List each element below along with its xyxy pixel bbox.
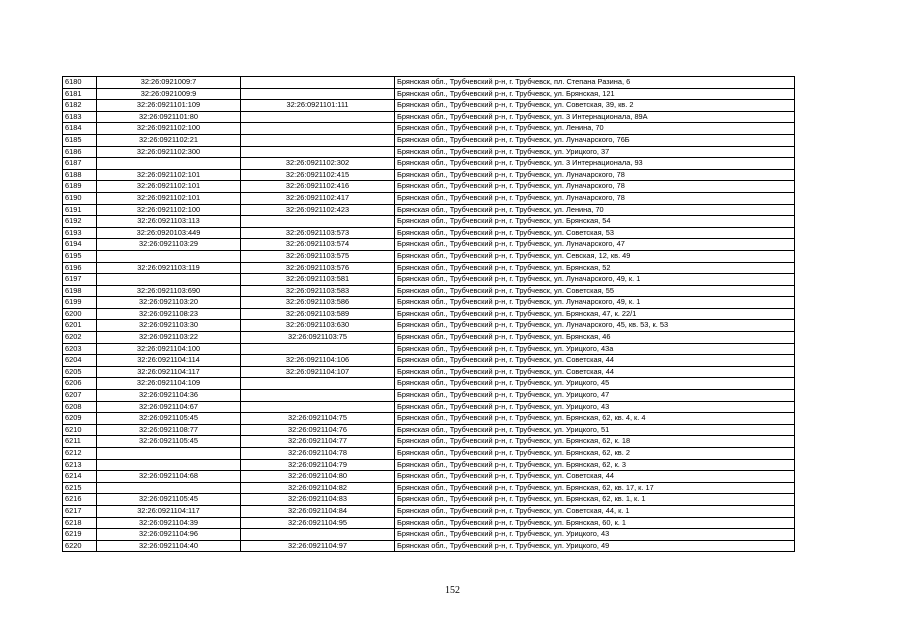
address-cell: Брянская обл., Трубчевский р-н, г. Трубчевск, ул. Луначарского, 47 — [395, 239, 795, 251]
address-cell: Брянская обл., Трубчевский р-н, г. Трубчевск, ул. Брянская, 62, кв. 1, к. 1 — [395, 494, 795, 506]
table-row — [63, 448, 795, 460]
table-row — [63, 308, 795, 320]
object-number-cell: 32:26:0921102:416 — [241, 181, 395, 193]
address-cell: Брянская обл., Трубчевский р-н, г. Трубчевск, ул. Брянская, 62, кв. 17, к. 17 — [395, 482, 795, 494]
address-cell: Брянская обл., Трубчевский р-н, г. Трубчевск, ул. Брянская, 52 — [395, 262, 795, 274]
cadastral-number-cell: 32:26:0921103:22 — [97, 332, 241, 344]
table-row — [63, 517, 795, 529]
address-cell: Брянская обл., Трубчевский р-н, г. Трубчевск, ул. Урицкого, 45 — [395, 378, 795, 390]
address-cell: Брянская обл., Трубчевский р-н, г. Трубчевск, ул. Брянская, 60, к. 1 — [395, 517, 795, 529]
table-row — [63, 424, 795, 436]
object-number-cell — [241, 401, 395, 413]
table-row — [63, 204, 795, 216]
row-number-cell: 6183 — [63, 111, 97, 123]
cadastral-number-cell — [97, 448, 241, 460]
cadastral-number-cell: 32:26:0921104:67 — [97, 401, 241, 413]
table-row — [63, 390, 795, 402]
cadastral-number-cell: 32:26:0921105:45 — [97, 436, 241, 448]
table-row — [63, 482, 795, 494]
cadastral-number-cell: 32:26:0921104:36 — [97, 390, 241, 402]
table-row — [63, 274, 795, 286]
object-number-cell — [241, 216, 395, 228]
table-row — [63, 540, 795, 552]
cadastral-number-cell: 32:26:0921101:80 — [97, 111, 241, 123]
object-number-cell: 32:26:0921104:82 — [241, 482, 395, 494]
object-number-cell: 32:26:0921103:583 — [241, 285, 395, 297]
cadastral-number-cell: 32:26:0921102:21 — [97, 134, 241, 146]
address-cell: Брянская обл., Трубчевский р-н, г. Трубчевск, ул. Севская, 12, кв. 49 — [395, 250, 795, 262]
object-number-cell: 32:26:0921103:576 — [241, 262, 395, 274]
address-cell: Брянская обл., Трубчевский р-н, г. Трубчевск, ул. Советская, 55 — [395, 285, 795, 297]
table-row — [63, 332, 795, 344]
cadastral-number-cell: 32:26:0921104:109 — [97, 378, 241, 390]
row-number-cell: 6210 — [63, 424, 97, 436]
row-number-cell: 6203 — [63, 343, 97, 355]
cadastral-number-cell: 32:26:0921102:100 — [97, 123, 241, 135]
cadastral-number-cell — [97, 482, 241, 494]
cadastral-number-cell: 32:26:0921102:101 — [97, 169, 241, 181]
row-number-cell: 6191 — [63, 204, 97, 216]
cadastral-number-cell: 32:26:0921103:20 — [97, 297, 241, 309]
address-cell: Брянская обл., Трубчевский р-н, г. Трубчевск, ул. Брянская, 54 — [395, 216, 795, 228]
table-row — [63, 250, 795, 262]
object-number-cell: 32:26:0921102:302 — [241, 158, 395, 170]
address-cell: Брянская обл., Трубчевский р-н, г. Трубчевск, ул. Брянская, 62, кв. 2 — [395, 448, 795, 460]
row-number-cell: 6196 — [63, 262, 97, 274]
object-number-cell — [241, 146, 395, 158]
address-cell: Брянская обл., Трубчевский р-н, г. Трубчевск, пл. Степана Разина, 6 — [395, 77, 795, 89]
table-row — [63, 285, 795, 297]
object-number-cell — [241, 134, 395, 146]
cadastral-number-cell: 32:26:0921103:119 — [97, 262, 241, 274]
row-number-cell: 6197 — [63, 274, 97, 286]
address-cell: Брянская обл., Трубчевский р-н, г. Трубчевск, ул. Луначарского, 78 — [395, 192, 795, 204]
address-cell: Брянская обл., Трубчевский р-н, г. Трубчевск, ул. Брянская, 46 — [395, 332, 795, 344]
address-cell: Брянская обл., Трубчевский р-н, г. Трубчевск, ул. Луначарского, 78 — [395, 181, 795, 193]
cadastral-number-cell: 32:26:0921104:117 — [97, 505, 241, 517]
row-number-cell: 6219 — [63, 529, 97, 541]
address-cell: Брянская обл., Трубчевский р-н, г. Трубчевск, ул. Урицкого, 47 — [395, 390, 795, 402]
object-number-cell: 32:26:0921104:80 — [241, 471, 395, 483]
table-row — [63, 436, 795, 448]
row-number-cell: 6190 — [63, 192, 97, 204]
cadastral-number-cell — [97, 274, 241, 286]
object-number-cell: 32:26:0921104:79 — [241, 459, 395, 471]
cadastral-number-cell: 32:26:0921009:9 — [97, 88, 241, 100]
row-number-cell: 6193 — [63, 227, 97, 239]
object-number-cell — [241, 529, 395, 541]
row-number-cell: 6201 — [63, 320, 97, 332]
object-number-cell: 32:26:0921104:107 — [241, 366, 395, 378]
object-number-cell: 32:26:0921103:75 — [241, 332, 395, 344]
address-cell: Брянская обл., Трубчевский р-н, г. Трубчевск, ул. Советская, 44 — [395, 366, 795, 378]
table-row — [63, 169, 795, 181]
object-number-cell — [241, 123, 395, 135]
table-row — [63, 123, 795, 135]
cadastral-number-cell: 32:26:0920103:449 — [97, 227, 241, 239]
cadastral-number-cell — [97, 459, 241, 471]
row-number-cell: 6214 — [63, 471, 97, 483]
cadastral-number-cell: 32:26:0921104:68 — [97, 471, 241, 483]
object-number-cell: 32:26:0921104:97 — [241, 540, 395, 552]
address-cell: Брянская обл., Трубчевский р-н, г. Трубчевск, ул. Советская, 44 — [395, 355, 795, 367]
object-number-cell: 32:26:0921102:417 — [241, 192, 395, 204]
address-cell: Брянская обл., Трубчевский р-н, г. Трубчевск, ул. Луначарского, 49, к. 1 — [395, 274, 795, 286]
address-cell: Брянская обл., Трубчевский р-н, г. Трубчевск, ул. Луначарского, 76Б — [395, 134, 795, 146]
address-cell: Брянская обл., Трубчевский р-н, г. Трубчевск, ул. Брянская, 47, к. 22/1 — [395, 308, 795, 320]
cadastral-number-cell — [97, 158, 241, 170]
table-row — [63, 158, 795, 170]
cadastral-number-cell: 32:26:0921108:23 — [97, 308, 241, 320]
row-number-cell: 6187 — [63, 158, 97, 170]
object-number-cell: 32:26:0921103:573 — [241, 227, 395, 239]
row-number-cell: 6184 — [63, 123, 97, 135]
address-cell: Брянская обл., Трубчевский р-н, г. Трубчевск, ул. Брянская, 121 — [395, 88, 795, 100]
table-row — [63, 378, 795, 390]
cadastral-number-cell: 32:26:0921105:45 — [97, 494, 241, 506]
table-row — [63, 494, 795, 506]
row-number-cell: 6181 — [63, 88, 97, 100]
cadastral-number-cell: 32:26:0921108:77 — [97, 424, 241, 436]
address-cell: Брянская обл., Трубчевский р-н, г. Трубчевск, ул. Урицкого, 43а — [395, 343, 795, 355]
row-number-cell: 6216 — [63, 494, 97, 506]
row-number-cell: 6217 — [63, 505, 97, 517]
row-number-cell: 6213 — [63, 459, 97, 471]
object-number-cell: 32:26:0921102:415 — [241, 169, 395, 181]
cadastral-number-cell: 32:26:0921104:40 — [97, 540, 241, 552]
table-row — [63, 297, 795, 309]
row-number-cell: 6211 — [63, 436, 97, 448]
object-number-cell: 32:26:0921103:586 — [241, 297, 395, 309]
address-cell: Брянская обл., Трубчевский р-н, г. Трубчевск, ул. Урицкого, 51 — [395, 424, 795, 436]
table-row — [63, 239, 795, 251]
table-row — [63, 471, 795, 483]
table-row — [63, 505, 795, 517]
row-number-cell: 6218 — [63, 517, 97, 529]
address-cell: Брянская обл., Трубчевский р-н, г. Трубчевск, ул. Урицкого, 49 — [395, 540, 795, 552]
address-cell: Брянская обл., Трубчевский р-н, г. Трубчевск, ул. 3 Интернационала, 93 — [395, 158, 795, 170]
table-row — [63, 343, 795, 355]
address-cell: Брянская обл., Трубчевский р-н, г. Трубчевск, ул. Брянская, 62, к. 18 — [395, 436, 795, 448]
table-row — [63, 77, 795, 89]
row-number-cell: 6180 — [63, 77, 97, 89]
row-number-cell: 6199 — [63, 297, 97, 309]
table-row — [63, 88, 795, 100]
address-cell: Брянская обл., Трубчевский р-н, г. Трубчевск, ул. Луначарского, 49, к. 1 — [395, 297, 795, 309]
table-row — [63, 413, 795, 425]
cadastral-number-cell: 32:26:0921104:117 — [97, 366, 241, 378]
row-number-cell: 6185 — [63, 134, 97, 146]
table-row — [63, 111, 795, 123]
page-number: 152 — [445, 585, 460, 596]
row-number-cell: 6215 — [63, 482, 97, 494]
table-row — [63, 192, 795, 204]
cadastral-number-cell: 32:26:0921104:114 — [97, 355, 241, 367]
table-row — [63, 401, 795, 413]
object-number-cell: 32:26:0921103:589 — [241, 308, 395, 320]
row-number-cell: 6182 — [63, 100, 97, 112]
cadastral-number-cell: 32:26:0921103:30 — [97, 320, 241, 332]
cadastral-number-cell: 32:26:0921009:7 — [97, 77, 241, 89]
table-row — [63, 181, 795, 193]
object-number-cell: 32:26:0921102:423 — [241, 204, 395, 216]
address-cell: Брянская обл., Трубчевский р-н, г. Трубчевск, ул. Урицкого, 37 — [395, 146, 795, 158]
object-number-cell: 32:26:0921104:75 — [241, 413, 395, 425]
cadastral-number-cell: 32:26:0921104:39 — [97, 517, 241, 529]
object-number-cell — [241, 88, 395, 100]
object-number-cell — [241, 343, 395, 355]
table-row — [63, 146, 795, 158]
address-cell: Брянская обл., Трубчевский р-н, г. Трубчевск, ул. Советская, 44, к. 1 — [395, 505, 795, 517]
table-row — [63, 529, 795, 541]
row-number-cell: 6195 — [63, 250, 97, 262]
row-number-cell: 6186 — [63, 146, 97, 158]
address-cell: Брянская обл., Трубчевский р-н, г. Трубчевск, ул. Советская, 44 — [395, 471, 795, 483]
cadastral-number-cell: 32:26:0921103:29 — [97, 239, 241, 251]
address-cell: Брянская обл., Трубчевский р-н, г. Трубчевск, ул. Луначарского, 45, кв. 53, к. 53 — [395, 320, 795, 332]
cadastral-number-cell: 32:26:0921102:100 — [97, 204, 241, 216]
row-number-cell: 6194 — [63, 239, 97, 251]
cadastral-number-cell — [97, 250, 241, 262]
object-number-cell: 32:26:0921103:581 — [241, 274, 395, 286]
cadastral-number-cell: 32:26:0921102:101 — [97, 181, 241, 193]
object-number-cell: 32:26:0921104:78 — [241, 448, 395, 460]
cadastral-number-cell: 32:26:0921104:100 — [97, 343, 241, 355]
object-number-cell: 32:26:0921104:84 — [241, 505, 395, 517]
row-number-cell: 6220 — [63, 540, 97, 552]
object-number-cell — [241, 378, 395, 390]
table-row — [63, 459, 795, 471]
cadastral-number-cell: 32:26:0921103:113 — [97, 216, 241, 228]
object-number-cell: 32:26:0921104:77 — [241, 436, 395, 448]
object-number-cell: 32:26:0921103:630 — [241, 320, 395, 332]
object-number-cell — [241, 111, 395, 123]
row-number-cell: 6208 — [63, 401, 97, 413]
cadastral-number-cell: 32:26:0921104:96 — [97, 529, 241, 541]
object-number-cell: 32:26:0921101:111 — [241, 100, 395, 112]
object-number-cell: 32:26:0921103:574 — [241, 239, 395, 251]
address-cell: Брянская обл., Трубчевский р-н, г. Трубчевск, ул. Брянская, 62, кв. 4, к. 4 — [395, 413, 795, 425]
table-row — [63, 355, 795, 367]
cadastral-table — [62, 76, 795, 552]
cadastral-number-cell: 32:26:0921102:300 — [97, 146, 241, 158]
address-cell: Брянская обл., Трубчевский р-н, г. Трубчевск, ул. Советская, 39, кв. 2 — [395, 100, 795, 112]
table-body — [63, 77, 795, 552]
row-number-cell: 6198 — [63, 285, 97, 297]
address-cell: Брянская обл., Трубчевский р-н, г. Трубчевск, ул. Брянская, 62, к. 3 — [395, 459, 795, 471]
object-number-cell: 32:26:0921104:76 — [241, 424, 395, 436]
object-number-cell — [241, 390, 395, 402]
row-number-cell: 6207 — [63, 390, 97, 402]
table-row — [63, 216, 795, 228]
address-cell: Брянская обл., Трубчевский р-н, г. Трубчевск, ул. Луначарского, 78 — [395, 169, 795, 181]
address-cell: Брянская обл., Трубчевский р-н, г. Трубчевск, ул. Советская, 53 — [395, 227, 795, 239]
table-row — [63, 227, 795, 239]
address-cell: Брянская обл., Трубчевский р-н, г. Трубчевск, ул. Урицкого, 43 — [395, 401, 795, 413]
address-cell: Брянская обл., Трубчевский р-н, г. Трубчевск, ул. Урицкого, 43 — [395, 529, 795, 541]
table-row — [63, 100, 795, 112]
row-number-cell: 6202 — [63, 332, 97, 344]
table-row — [63, 320, 795, 332]
row-number-cell: 6188 — [63, 169, 97, 181]
object-number-cell: 32:26:0921104:95 — [241, 517, 395, 529]
object-number-cell: 32:26:0921104:83 — [241, 494, 395, 506]
row-number-cell: 6212 — [63, 448, 97, 460]
cadastral-number-cell: 32:26:0921105:45 — [97, 413, 241, 425]
address-cell: Брянская обл., Трубчевский р-н, г. Трубчевск, ул. Ленина, 70 — [395, 204, 795, 216]
row-number-cell: 6192 — [63, 216, 97, 228]
object-number-cell — [241, 77, 395, 89]
cadastral-number-cell: 32:26:0921101:109 — [97, 100, 241, 112]
row-number-cell: 6200 — [63, 308, 97, 320]
cadastral-number-cell: 32:26:0921102:101 — [97, 192, 241, 204]
row-number-cell: 6205 — [63, 366, 97, 378]
row-number-cell: 6204 — [63, 355, 97, 367]
cadastral-number-cell: 32:26:0921103:690 — [97, 285, 241, 297]
row-number-cell: 6206 — [63, 378, 97, 390]
row-number-cell: 6189 — [63, 181, 97, 193]
table-row — [63, 134, 795, 146]
object-number-cell: 32:26:0921103:575 — [241, 250, 395, 262]
table-row — [63, 366, 795, 378]
address-cell: Брянская обл., Трубчевский р-н, г. Трубчевск, ул. Ленина, 70 — [395, 123, 795, 135]
row-number-cell: 6209 — [63, 413, 97, 425]
address-cell: Брянская обл., Трубчевский р-н, г. Трубчевск, ул. 3 Интернационала, 89А — [395, 111, 795, 123]
object-number-cell: 32:26:0921104:106 — [241, 355, 395, 367]
table-row — [63, 262, 795, 274]
